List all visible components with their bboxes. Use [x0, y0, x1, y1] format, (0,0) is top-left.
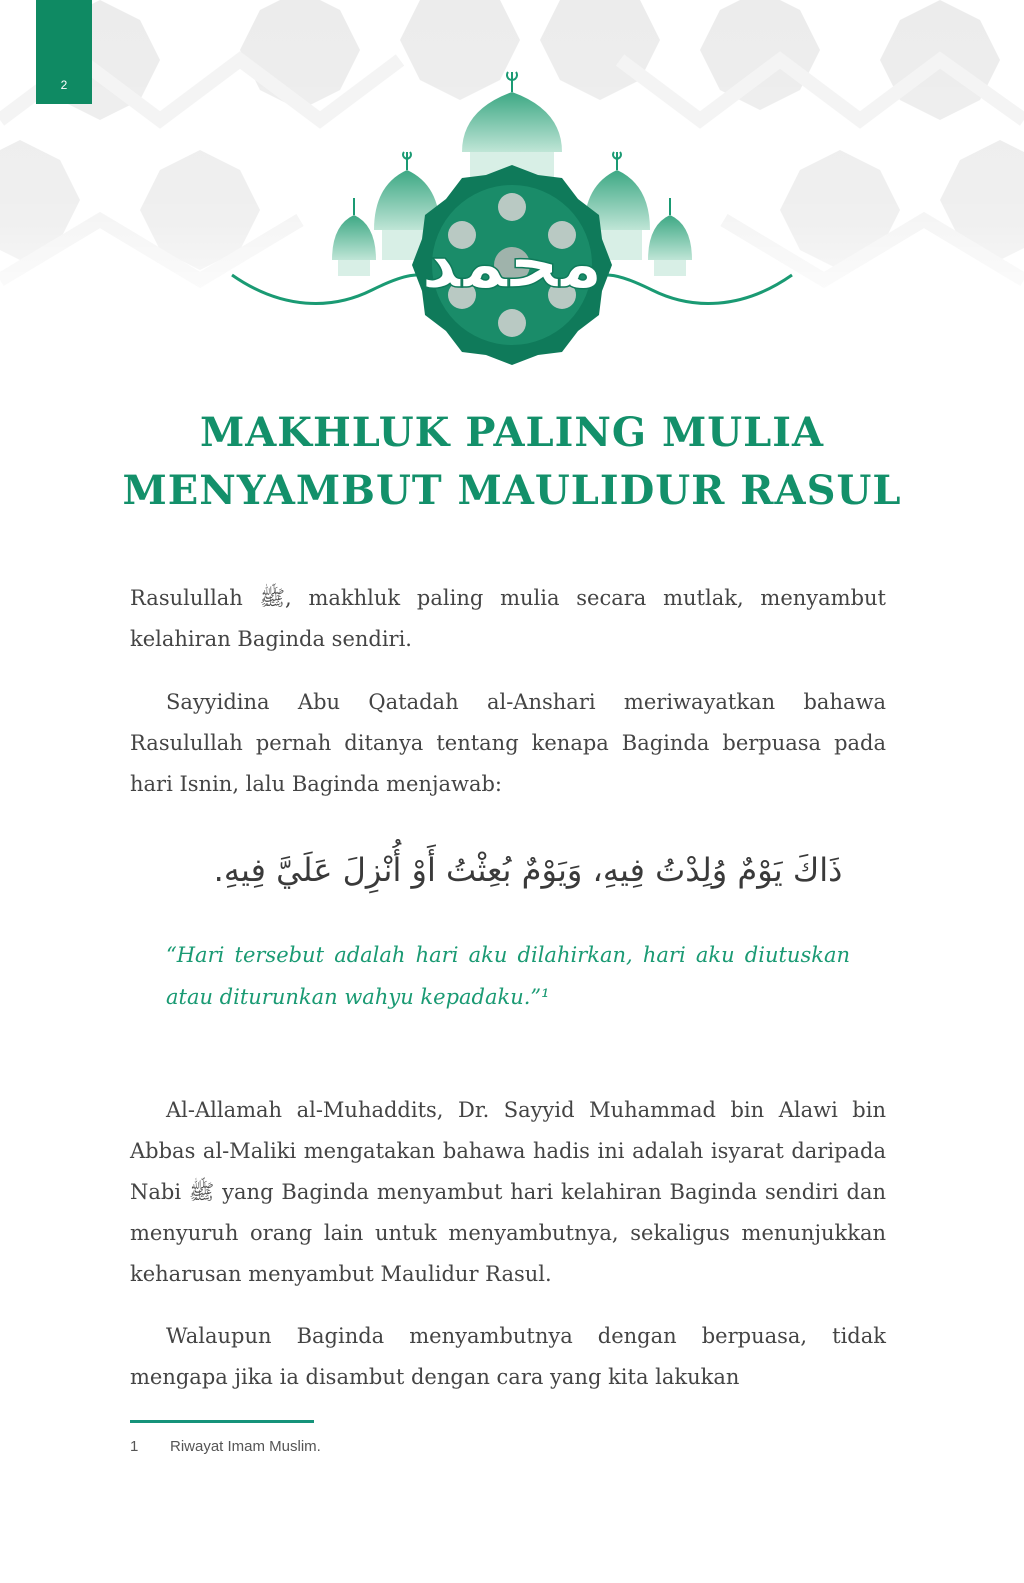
- paragraph-2: Sayyidina Abu Qatadah al-Anshari meriwayatkan bahawa Rasulullah pernah ditanya tentang kenapa Baginda berpuasa pada hari Isnin, lalu Baginda menjawab:: [130, 690, 886, 796]
- right-wave-ornament: [587, 275, 792, 304]
- chapter-title-line-1: MAKHLUK PALING MULIA: [199, 409, 825, 456]
- mosque-emblem: [222, 60, 802, 380]
- side-dome-left-far: [332, 198, 376, 276]
- chapter-title-line-2: MENYAMBUT MAULIDUR RASUL: [122, 467, 902, 514]
- hadith-translation: “Hari tersebut adalah hari aku dilahirkan, hari aku diutuskan atau diturunkan wahyu kepadaku.”¹: [166, 943, 850, 1009]
- side-dome-right-far: [648, 198, 692, 276]
- page-number-tab: [36, 0, 92, 104]
- muhammad-calligraphy: محمد: [421, 222, 603, 304]
- calligraphy-rosette: [412, 165, 612, 365]
- footnote: [130, 1438, 321, 1455]
- paragraph-1: Rasulullah ﷺ, makhluk paling mulia secara mutlak, menyambut kelahiran Baginda sendiri.: [130, 586, 886, 651]
- paragraph-3: Al-Allamah al-Muhaddits, Dr. Sayyid Muhammad bin Alawi bin Abbas al-Maliki mengatakan bahawa hadis ini adalah isyarat daripada Nabi ﷺ yang Baginda menyambut hari kelahiran Baginda sendiri dan menyuruh orang lain untuk menyambutnya, sekaligus menunjukkan keharusan menyambut Maulidur Rasul.: [130, 1098, 886, 1286]
- chapter-title: [60, 404, 964, 520]
- arabic-hadith: ذَاكَ يَوْمٌ وُلِدْتُ فِيهِ، وَيَوْمٌ بُعِثْتُ أَوْ أُنْزِلَ عَلَيَّ فِيهِ.: [213, 851, 843, 889]
- footnote-divider: [130, 1420, 314, 1423]
- paragraph-4: Walaupun Baginda menyambutnya dengan berpuasa, tidak mengapa jika ia disambut dengan cara yang kita lakukan: [130, 1324, 886, 1389]
- left-wave-ornament: [232, 275, 437, 304]
- footnote-number: 1: [130, 1438, 139, 1455]
- page-number: 2: [60, 78, 68, 92]
- footnote-text: Riwayat Imam Muslim.: [170, 1438, 321, 1455]
